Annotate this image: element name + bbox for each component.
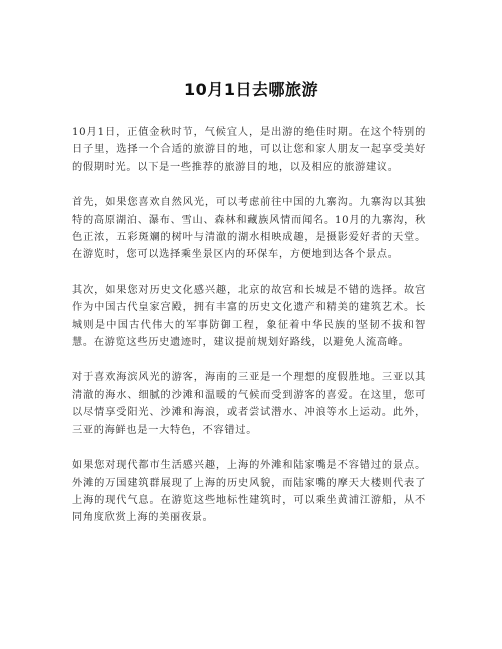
paragraph-beijing: 其次，如果您对历史文化感兴趣，北京的故宫和长城是不错的选择。故宫作为中国古代皇家宫殿，拥有丰富的历史文化遗产和精美的建筑艺术。长城则是中国古代伟大的军事防御工程，象征着中华民族的坚韧不拔和智慧。在游览这些历史遗迹时，建议提前规划好路线，以避免人流高峰。: [72, 284, 426, 349]
document-title: 10月1日去哪旅游: [184, 80, 318, 99]
paragraph-jiuzhaigou: 首先，如果您喜欢自然风光，可以考虑前往中国的九寨沟。九寨沟以其独特的高原湖泊、瀑布、雪山、森林和藏族风情而闻名。10月的九寨沟，秋色正浓，五彩斑斓的树叶与清澈的湖水相映成趣，是摄影爱好者的天堂。在游览时，您可以选择乘坐景区内的环保车，方便地到达各个景点。: [72, 197, 426, 261]
document-body: [72, 124, 426, 545]
paragraph-sanya: 对于喜欢海滨风光的游客，海南的三亚是一个理想的度假胜地。三亚以其清澈的海水、细腻的沙滩和温暖的气候而受到游客的喜爱。在这里，您可以尽情享受阳光、沙滩和海浪，或者尝试潜水、冲浪等水上运动。此外，三亚的海鲜也是一大特色，不容错过。: [72, 372, 426, 436]
paragraph-shanghai: 如果您对现代都市生活感兴趣，上海的外滩和陆家嘴是不容错过的景点。外滩的万国建筑群展现了上海的历史风貌，而陆家嘴的摩天大楼则代表了上海的现代气息。在游览这些地标性建筑时，可以乘坐黄浦江游船，从不同角度欣赏上海的美丽夜景。: [72, 460, 426, 524]
paragraph-intro: 10月1日，正值金秋时节，气候宜人，是出游的绝佳时期。在这个特别的日子里，选择一个合适的旅游目的地，可以让您和家人朋友一起享受美好的假期时光。以下是一些推荐的旅游目的地，以及相应的旅游建议。: [72, 127, 426, 173]
